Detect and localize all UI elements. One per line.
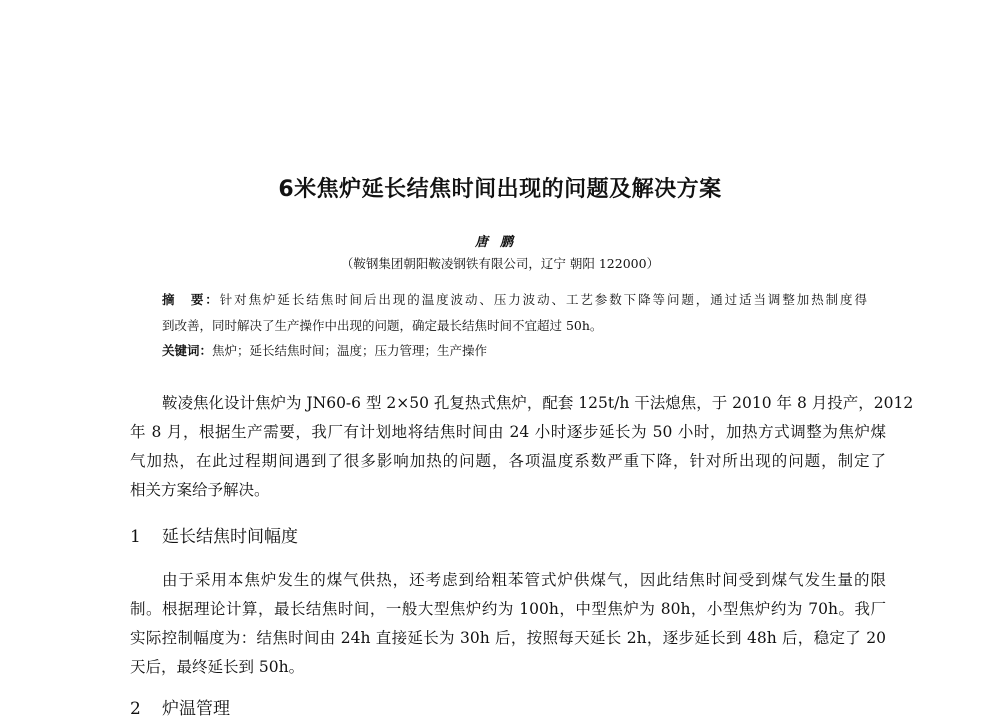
intro-line: 年 8 月，根据生产需要，我厂有计划地将结焦时间由 24 小时逐步延长为 50 小时，加热方式调整为焦炉煤 <box>130 423 886 441</box>
paper-title: 6米焦炉延长结焦时间出现的问题及解决方案 <box>278 177 722 202</box>
section-1-line: 实际控制幅度为：结焦时间由 24h 直接延长为 30h 后，按照每天延长 2h，逐步延长到 48h 后，稳定了 20 <box>130 629 886 647</box>
section-title: 延长结焦时间幅度 <box>162 527 298 547</box>
section-title: 炉温管理 <box>162 699 230 719</box>
section-1-line: 制。根据理论计算，最长结焦时间，一般大型焦炉约为 100h，中型焦炉为 80h，小型焦炉约为 70h。我厂 <box>130 600 886 618</box>
author: 唐鹏 <box>474 235 525 250</box>
abstract-label: 摘 要： <box>162 292 220 307</box>
keywords-text: 焦炉；延长结焦时间；温度；压力管理；生产操作 <box>212 343 488 358</box>
intro-line: 相关方案给予解决。 <box>130 481 270 499</box>
section-2-heading <box>130 694 230 719</box>
keywords-label: 关键词： <box>162 343 213 358</box>
keywords <box>162 343 867 359</box>
abstract-line-2: 到改善，同时解决了生产操作中出现的问题，确定最长结焦时间不宜超过 50h。 <box>162 318 603 333</box>
abstract-line-1 <box>162 292 867 308</box>
intro-line: 鞍凌焦化设计焦炉为 JN60-6 型 2×50 孔复热式焦炉，配套 125t/h 干法熄焦，于 2010 年 8 月投产，2012 <box>162 394 914 412</box>
section-1-line: 由于采用本焦炉发生的煤气供热，还考虑到给粗苯管式炉供煤气，因此结焦时间受到煤气发生量的限 <box>162 571 886 589</box>
intro-line: 气加热，在此过程期间遇到了很多影响加热的问题，各项温度系数严重下降，针对所出现的问题，制定了 <box>130 452 886 470</box>
section-1-heading <box>130 522 298 547</box>
section-number: 1 <box>130 527 141 547</box>
affiliation: （鞍钢集团朝阳鞍凌钢铁有限公司，辽宁 朝阳 122000） <box>340 256 660 271</box>
section-1-line: 天后，最终延长到 50h。 <box>130 658 305 676</box>
abstract-text: 针对焦炉延长结焦时间后出现的温度波动、压力波动、工艺参数下降等问题，通过适当调整加热制度得 <box>219 292 867 307</box>
section-number: 2 <box>130 699 141 719</box>
